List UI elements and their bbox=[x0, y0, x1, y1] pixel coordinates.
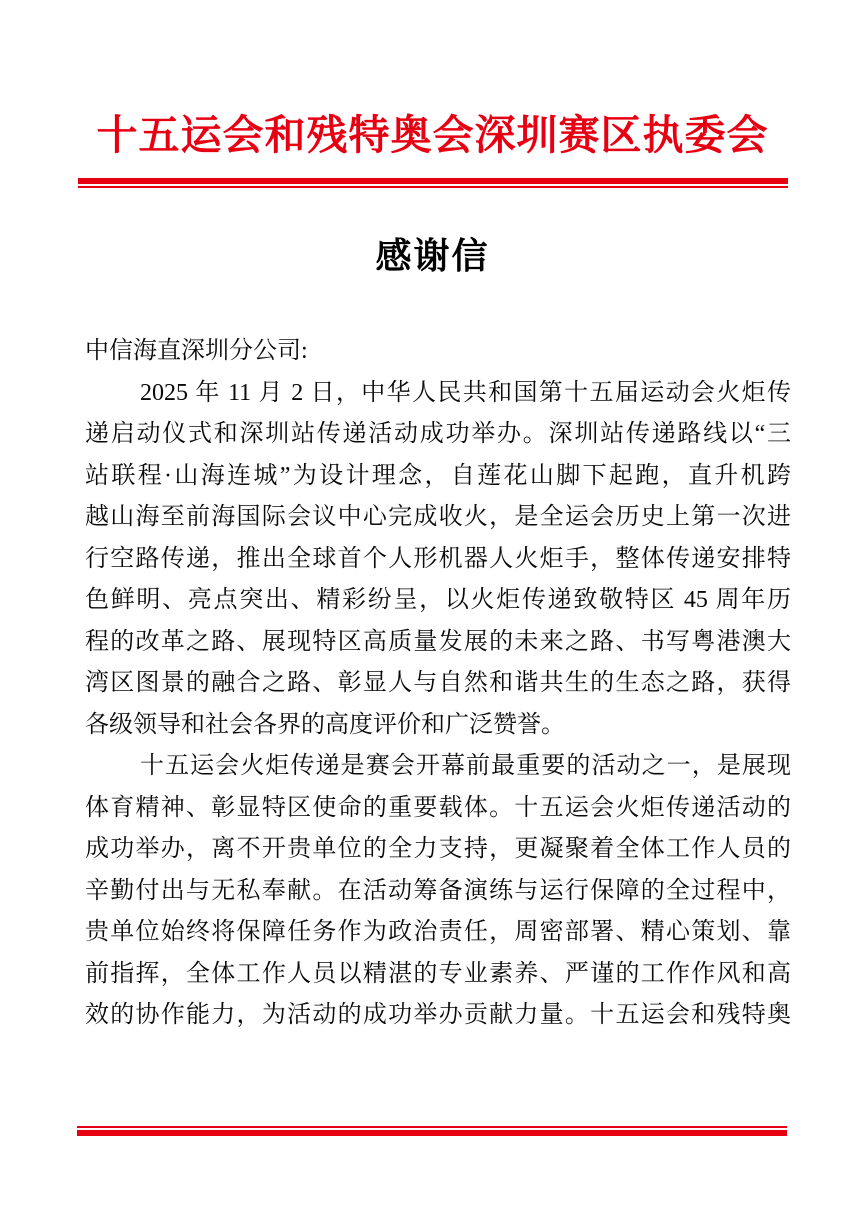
body-line: 贵单位始终将保障任务作为政治责任，周密部署、精心策划、靠 bbox=[85, 919, 791, 945]
letter-body bbox=[85, 331, 791, 1037]
body-line: 各级领导和社会各界的高度评价和广泛赞誉。 bbox=[85, 711, 565, 738]
body-line: 成功举办，离不开贵单位的全力支持，更凝聚着全体工作人员的 bbox=[85, 836, 791, 862]
body-line: 行空路传递，推出全球首个人形机器人火炬手，整体传递安排特 bbox=[85, 545, 791, 572]
body-line: 2025 年 11 月 2 日，中华人民共和国第十五届运动会火炬传 bbox=[140, 379, 791, 406]
body-line: 十五运会火炬传递是赛会开幕前最重要的活动之一，是展现 bbox=[140, 753, 791, 779]
letterhead-double-rule bbox=[78, 178, 788, 188]
salutation: 中信海直深圳分公司: bbox=[85, 338, 308, 364]
body-line: 越山海至前海国际会议中心完成收火，是全运会历史上第一次进 bbox=[85, 504, 791, 530]
body-line: 湾区图景的融合之路、彰显人与自然和谐共生的生态之路，获得 bbox=[85, 670, 791, 696]
body-line: 体育精神、彰显特区使命的重要载体。十五运会火炬传递活动的 bbox=[85, 794, 791, 821]
body-line: 前指挥，全体工作人员以精湛的专业素养、严谨的工作作风和高 bbox=[85, 960, 791, 987]
body-line: 递启动仪式和深圳站传递活动成功举办。深圳站传递路线以“三 bbox=[85, 421, 791, 447]
body-line: 程的改革之路、展现特区高质量发展的未来之路、书写粤港澳大 bbox=[85, 628, 791, 655]
body-line: 辛勤付出与无私奉献。在活动筹备演练与运行保障的全过程中， bbox=[85, 877, 791, 904]
footer-double-rule bbox=[77, 1126, 787, 1136]
body-line: 色鲜明、亮点突出、精彩纷呈，以火炬传递致敬特区 45 周年历 bbox=[85, 587, 791, 613]
document-title: 感谢信 bbox=[375, 236, 490, 276]
letterhead-title: 十五运会和残特奥会深圳赛区执委会 bbox=[96, 112, 769, 158]
body-line: 站联程·山海连城”为设计理念，自莲花山脚下起跑，直升机跨 bbox=[85, 462, 791, 489]
body-line: 效的协作能力，为活动的成功举办贡献力量。十五运会和残特奥 bbox=[85, 1002, 791, 1028]
